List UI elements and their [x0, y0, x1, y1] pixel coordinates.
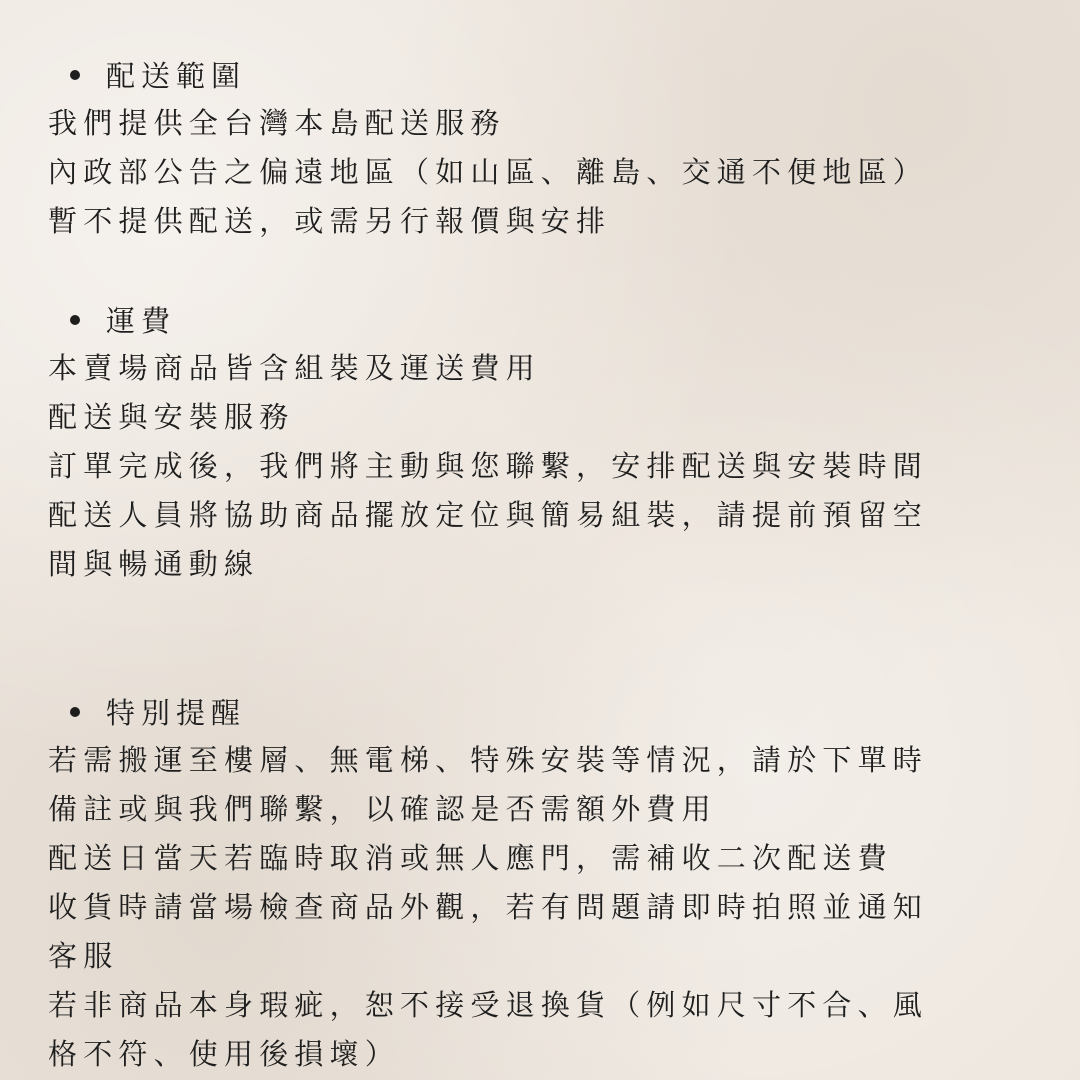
text-line: 訂單完成後，我們將主動與您聯繫，安排配送與安裝時間	[48, 449, 929, 483]
text-line: 我們提供全台灣本島配送服務	[48, 106, 506, 140]
bullet-icon	[70, 315, 80, 325]
text-line: 內政部公告之偏遠地區（如山區、離島、交通不便地區）	[48, 155, 929, 189]
section-heading	[48, 295, 1038, 344]
text-line: 配送與安裝服務	[48, 400, 295, 434]
section-shipping-fee	[48, 295, 1038, 589]
text-line: 間與暢通動線	[48, 547, 260, 581]
bullet-icon	[70, 70, 80, 80]
heading-text: 運費	[106, 304, 177, 338]
text-line: 客服	[48, 939, 119, 973]
heading-text: 配送範圍	[106, 59, 247, 93]
text-line: 若需搬運至樓層、無電梯、特殊安裝等情況，請於下單時	[48, 743, 929, 777]
section-heading	[48, 50, 1038, 99]
bullet-icon	[70, 707, 80, 717]
text-line: 本賣場商品皆含組裝及運送費用	[48, 351, 541, 385]
heading-text: 特別提醒	[106, 696, 247, 730]
text-line: 若非商品本身瑕疵，恕不接受退換貨（例如尺寸不合、風	[48, 988, 929, 1022]
section-delivery-area	[48, 50, 1038, 246]
section-special-reminder	[48, 687, 1038, 1079]
text-line: 配送人員將協助商品擺放定位與簡易組裝，請提前預留空	[48, 498, 929, 532]
text-line: 備註或與我們聯繫，以確認是否需額外費用	[48, 792, 717, 826]
section-heading	[48, 687, 1038, 736]
text-line: 收貨時請當場檢查商品外觀，若有問題請即時拍照並通知	[48, 890, 929, 924]
text-line: 暫不提供配送，或需另行報價與安排	[48, 204, 612, 238]
document	[48, 50, 1038, 1079]
text-line: 格不符、使用後損壞）	[48, 1037, 401, 1071]
text-line: 配送日當天若臨時取消或無人應門，需補收二次配送費	[48, 841, 893, 875]
